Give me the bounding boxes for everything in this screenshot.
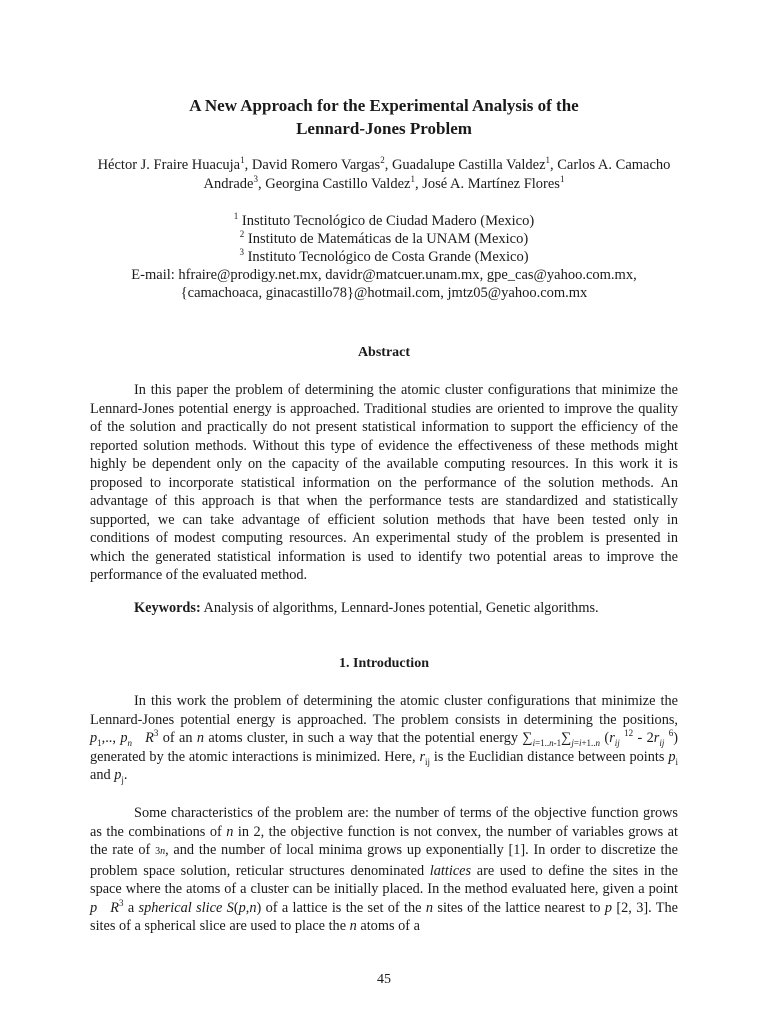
affiliation-3: $^3$ Instituto Tecnológico de Costa Grande (Mexico) xyxy=(239,247,529,265)
affil-marker: 1 xyxy=(559,174,565,185)
abstract-text: In this paper the problem of determining the atomic cluster configurations that minimize the Lennard-Jones potential energy is approached. Traditional studies are oriented to improve the quality of the solution and practically do not present statistical information to support the efficiency of the reported solution methods. Without this type of evidence the effectiveness of these methods might highly be dependent only on the capacity of the available computing resources. In this work it is proposed to incorporate statistical information on the performance of the solution methods. An advantage of this approach is that when the performance tests are standardized and statistically supported, we can take advantage of efficient solution methods that have been tested only in conditions of modest computing resources. An experimental study of the problem is presented in which the generated statistical information is used to identify two potential areas to improve the performance of the evaluated method. xyxy=(90,382,678,583)
title-line-1: A New Approach for the Experimental Analysis of the xyxy=(189,96,579,115)
affiliations xyxy=(90,212,678,302)
introduction-heading: 1. Introduction xyxy=(339,656,429,671)
author-name: Carlos A. Camacho Andrade xyxy=(203,157,671,192)
author-name: José A. Martínez Flores xyxy=(422,176,560,192)
page-number: 45 xyxy=(377,972,391,987)
author-name: Héctor J. Fraire Huacuja xyxy=(97,157,241,173)
intro-paragraph-2: Some characteristics of the problem are: the number of terms of the objective function grows as the combinations of n in 2, the objective function is not convex, the number of variables grows at the rate of 3n, and the number of local minima grows up exponentially [1]. In order to discretize the problem space solution, reticular structures denominated lattices are used to define the sites in the space where the atoms of a cluster can be initially placed. In the method evaluated here, given a point p $R^3$ a spherical slice S(p,n) of a lattice is the set of the n sites of the lattice nearest to p [2, 3]. The sites of a spherical slice are used to place the n atoms of a xyxy=(90,805,679,934)
abstract-heading: Abstract xyxy=(357,345,411,360)
keywords xyxy=(134,599,678,617)
author-name: Georgina Castillo Valdez xyxy=(265,176,411,192)
paper-title xyxy=(90,94,678,140)
affil-marker: 1 xyxy=(240,155,245,166)
email-line-2: {camachoaca, ginacastillo78}@hotmail.com, jmtz05@yahoo.com.mx xyxy=(180,285,588,301)
affil-marker: 2 xyxy=(380,155,385,166)
affil-marker: 3 xyxy=(253,174,258,185)
title-line-2: Lennard-Jones Problem xyxy=(296,119,472,138)
author-list: Héctor J. Fraire Huacuja$^1$, David Romero Vargas$^2$, Guadalupe Castilla Valdez$^1$, Carlos A. Camacho Andrade$^3$, Georgina Castillo Valdez$^1$, José A. Martínez Flores$^1$ xyxy=(97,155,671,192)
affiliation-1: $^1$ Instituto Tecnológico de Ciudad Madero (Mexico) xyxy=(233,211,535,229)
author-name: Guadalupe Castilla Valdez xyxy=(391,157,546,173)
email-line-1: E-mail: hfraire@prodigy.net.mx, davidr@matcuer.unam.mx, gpe_cas@yahoo.com.mx, xyxy=(131,267,637,283)
affiliation-2: $^2$ Instituto de Matemáticas de la UNAM (Mexico) xyxy=(239,229,529,247)
affil-marker: 1 xyxy=(545,155,550,166)
intro-paragraph-1: In this work the problem of determining the atomic cluster configurations that minimize the Lennard-Jones potential energy is approached. The problem consists in determining the positions, $p_1$,.., $p_n$ $R^3$ of an n atoms cluster, in such a way that the potential energy $\sum_{i=1..n-1}\sum_{j=i+1..n}$ ($r_{ij}$ $^{12} - 2r_{ij}$ $^6$) generated by the atomic interactions is minimized. Here, $r_{ij}$ is the Euclidian distance between points $p_i$ and $p_j$. xyxy=(90,693,679,785)
keywords-label: Keywords: xyxy=(134,600,201,616)
keywords-text: Analysis of algorithms, Lennard-Jones potential, Genetic algorithms. xyxy=(203,600,599,616)
affil-marker: 1 xyxy=(410,174,415,185)
author-name: David Romero Vargas xyxy=(251,157,381,173)
